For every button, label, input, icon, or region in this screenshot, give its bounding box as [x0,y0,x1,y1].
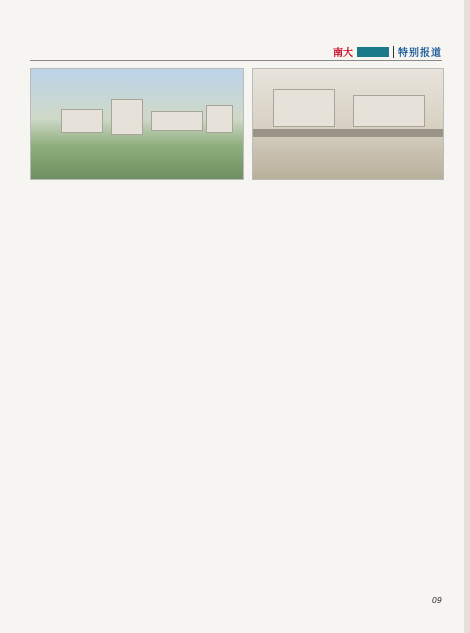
header-divider [393,46,394,58]
photo-road [253,129,443,137]
page-header [333,44,442,59]
photo-building [111,99,143,135]
tunnel-site-photo [252,68,444,180]
page-spine [464,0,470,633]
photo-structure [353,95,425,127]
brand-logo [357,47,389,57]
photo-building [61,109,103,133]
photo-building [151,111,203,131]
photo-structure [273,89,335,127]
brand-name: 南大 [333,48,353,59]
campus-aerial-photo [30,68,244,180]
header-rule [30,60,442,61]
photo-building [206,105,233,133]
section-title: 特别报道 [398,48,442,59]
page-number: 09 [431,596,442,605]
